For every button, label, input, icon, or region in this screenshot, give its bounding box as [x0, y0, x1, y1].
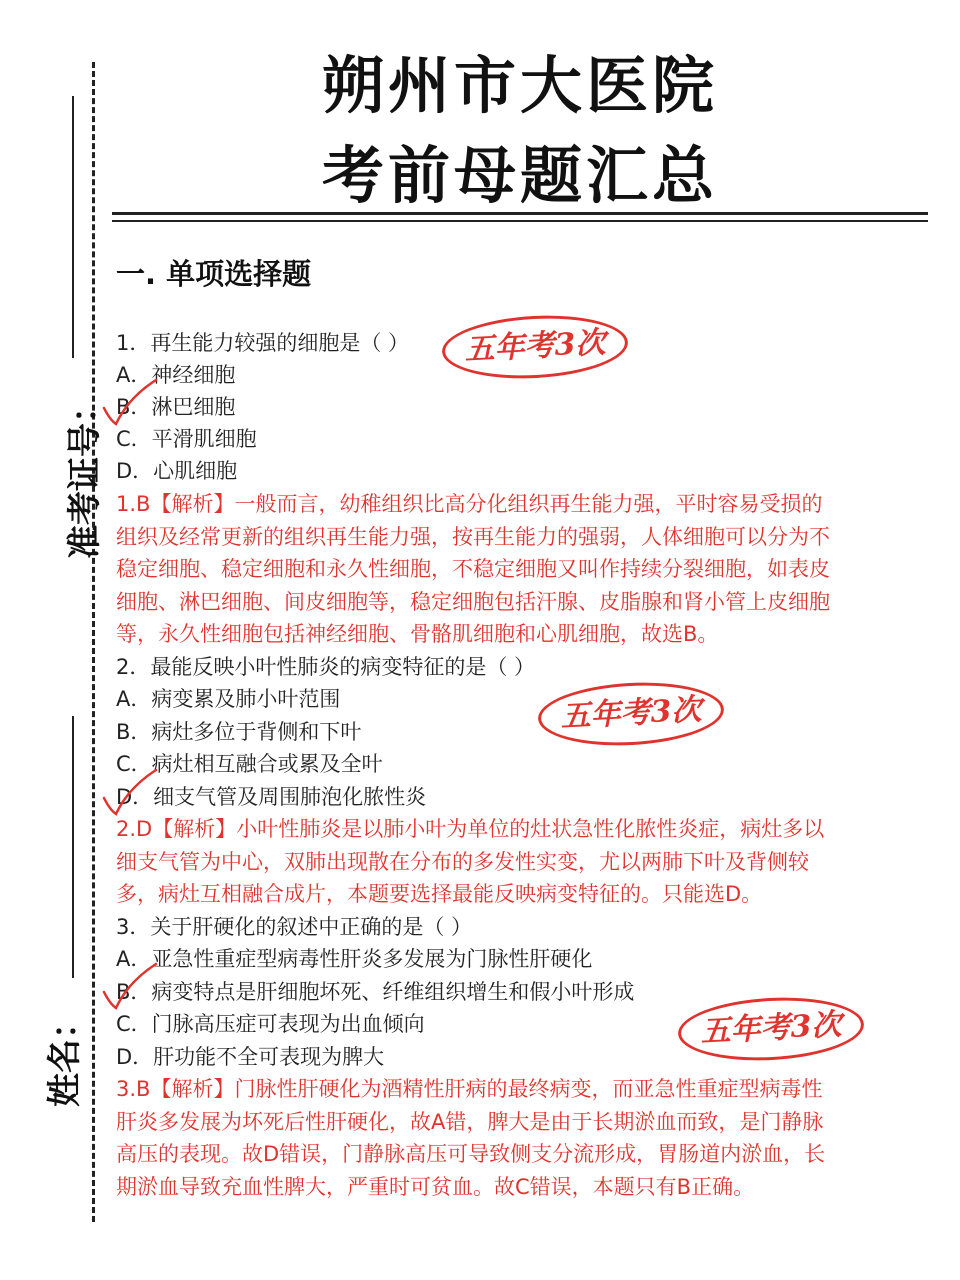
option-d: D．心肌细胞 — [116, 459, 238, 483]
title-line-1: 朔州市大医院 — [321, 49, 718, 122]
frequency-stamp: 五年考3次 — [441, 311, 630, 383]
question-stem: 2．最能反映小叶性肺炎的病变特征的是（ ） — [116, 655, 536, 679]
option-d: D．细支气管及周围肺泡化脓性炎 — [116, 785, 427, 809]
check-mark-icon — [100, 962, 160, 1012]
frequency-stamp: 五年考3次 — [677, 993, 866, 1065]
name-blank — [72, 716, 74, 978]
frequency-stamp: 五年考3次 — [537, 678, 726, 750]
explanation-line: 细胞、淋巴细胞、间皮细胞等，稳定细胞包括汗腺、皮脂腺和肾小管上皮细胞 — [116, 590, 830, 614]
explanation-line: 高压的表现。故D错误，门静脉高压可导致侧支分流形成，胃肠道内淤血，长 — [116, 1142, 826, 1166]
explanation-line: 组织及经常更新的组织再生能力强，按再生能力的强弱，人体细胞可以分为不 — [116, 525, 830, 549]
title-divider-bottom — [112, 220, 928, 222]
explanation-line: 肝炎多发展为坏死后性肝硬化，故A错，脾大是由于长期淤血而致，是门静脉 — [116, 1110, 824, 1134]
question-stem: 3．关于肝硬化的叙述中正确的是（ ） — [116, 915, 473, 939]
option-b: B．病变特点是肝细胞坏死、纤维组织增生和假小叶形成 — [116, 980, 635, 1004]
option-a: A．病变累及肺小叶范围 — [116, 687, 341, 711]
explanation-line: 2.D【解析】小叶性肺炎是以肺小叶为单位的灶状急性化脓性炎症，病灶多以 — [116, 817, 825, 841]
name-label: 姓名： — [45, 1005, 85, 1107]
option-c: C．病灶相互融合或累及全叶 — [116, 752, 383, 776]
option-d: D．肝功能不全可表现为脾大 — [116, 1045, 385, 1069]
explanation-line: 细支气管为中心，双肺出现散在分布的多发性实变，尤以两肺下叶及背侧较 — [116, 850, 809, 874]
ticket-number-label: 准考证号： — [65, 389, 105, 559]
check-mark-icon — [100, 768, 160, 818]
title-line-2: 考前母题汇总 — [321, 139, 718, 212]
option-b: B．病灶多位于背侧和下叶 — [116, 720, 362, 744]
explanation-line: 期淤血导致充血性脾大，严重时可贫血。故C错误，本题只有B正确。 — [116, 1175, 755, 1199]
check-mark-icon — [100, 378, 160, 428]
option-b: B．淋巴细胞 — [116, 395, 236, 419]
question-stem: 1．再生能力较强的细胞是（ ） — [116, 331, 410, 355]
option-c: C．平滑肌细胞 — [116, 427, 257, 451]
option-c: C．门脉高压症可表现为出血倾向 — [116, 1012, 425, 1036]
option-a: A．亚急性重症型病毒性肝炎多发展为门脉性肝硬化 — [116, 947, 593, 971]
title-divider-top — [112, 212, 928, 215]
option-a: A．神经细胞 — [116, 363, 236, 387]
explanation-line: 多，病灶互相融合成片，本题要选择最能反映病变特征的。只能选D。 — [116, 882, 763, 906]
explanation-line: 3.B【解析】门脉性肝硬化为酒精性肝病的最终病变，而亚急性重症型病毒性 — [116, 1077, 823, 1101]
explanation-line: 稳定细胞、稳定细胞和永久性细胞，不稳定细胞又叫作持续分裂细胞，如表皮 — [116, 557, 830, 581]
explanation-line: 等，永久性细胞包括神经细胞、骨骼肌细胞和心肌细胞，故选B。 — [116, 622, 719, 646]
section-title: 一. 单项选择题 — [116, 257, 312, 291]
explanation-line: 1.B【解析】一般而言，幼稚组织比高分化组织再生能力强，平时容易受损的 — [116, 492, 823, 516]
binding-dashed-line — [92, 62, 95, 1222]
ticket-number-blank — [72, 96, 74, 358]
